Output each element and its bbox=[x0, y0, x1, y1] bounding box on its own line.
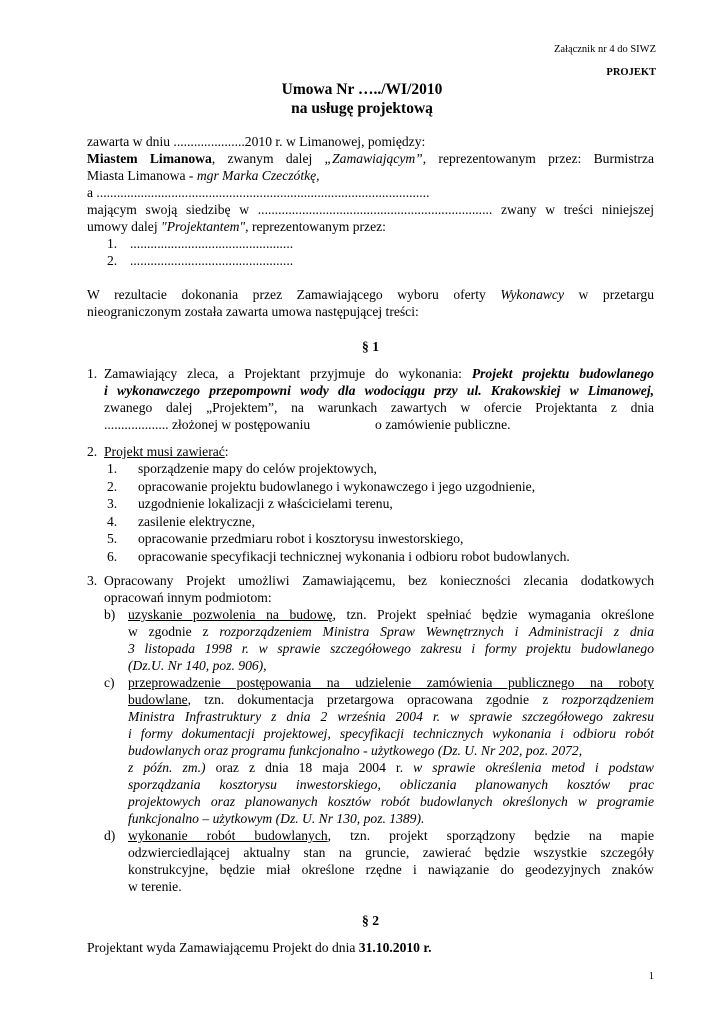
list-item-number: 1. bbox=[107, 461, 118, 476]
item-d-line2: odzwierciedlającej aktualny stan na gruncie, zawierać będzie wszystkie szczegóły bbox=[128, 845, 654, 860]
list-item-number: 6. bbox=[107, 549, 118, 564]
list-item: uzgodnienie lokalizacji z właścicielami terenu, bbox=[138, 496, 393, 512]
list-item-number: 3. bbox=[107, 496, 118, 512]
s1-p1-line2: i wykonawczego przepompowni wody dla wodociągu przy ul. Krakowskiej w Limanowej, bbox=[104, 383, 654, 398]
s1-p3-line2: opracowań innym podmiotom: bbox=[104, 590, 272, 605]
item-d-line4: w terenie. bbox=[128, 879, 182, 894]
s1-p1-line1: Zamawiający zleca, a Projektant przyjmuje do wykonania: Projekt projektu budowlanego bbox=[104, 366, 654, 381]
s1-p3-line1: Opracowany Projekt umożliwi Zamawiającemu, bez konieczności zlecania dodatkowych bbox=[104, 573, 654, 588]
section2-heading: § 2 bbox=[362, 913, 379, 928]
page-number: 1 bbox=[648, 971, 654, 982]
list-item: sporządzenie mapy do celów projektowych, bbox=[138, 461, 377, 476]
s1-p1-line3: zwanego dalej „Projektem”, na warunkach zawartych w ofercie Projektanta z dnia bbox=[104, 400, 654, 415]
item-c-line4: i formy dokumentacji projektowej, specyfikacji technicznych wykonania i odbioru robót bbox=[128, 726, 654, 741]
party1-line: Miastem Limanowa, zwanym dalej „Zamawiającym”, reprezentowanym przez: Burmistrza bbox=[87, 151, 654, 166]
item-d-line1: wykonanie robót budowlanych, tzn. projekt sporządzony będzie na mapie bbox=[128, 828, 654, 843]
section2-text: Projektant wyda Zamawiającemu Projekt do dnia 31.10.2010 r. bbox=[87, 940, 432, 955]
party1-representative: Miasta Limanowa - mgr Marka Czeczótkę, bbox=[87, 168, 320, 183]
party2-line: a .................................................................................................. bbox=[87, 185, 430, 200]
s1-p1-num: 1. bbox=[87, 366, 98, 381]
result-line1: W rezultacie dokonania przez Zamawiającego wyboru oferty Wykonawcy w przetargu bbox=[87, 287, 654, 302]
project-label: PROJEKT bbox=[606, 67, 656, 78]
contract-subtitle: na usługę projektową bbox=[291, 100, 433, 117]
party2-designation: umowy dalej "Projektantem", reprezentowanym przez: bbox=[87, 219, 386, 234]
item-c-line9: funkcjonalno – użytkowym (Dz. U. Nr 130, poz. 1389). bbox=[128, 811, 425, 826]
concluded-line: zawarta w dniu .....................2010 r. w Limanowej, pomiędzy: bbox=[87, 134, 426, 149]
list-item: opracowanie specyfikacji technicznej wykonania i odbioru robot budowlanych. bbox=[138, 549, 570, 564]
rep2-num: 2. bbox=[107, 253, 118, 268]
list-item: opracowanie projektu budowlanego i wykonawczego i jego uzgodnienie, bbox=[138, 478, 536, 494]
item-c-line7: sporządzania kosztorysu inwestorskiego, obliczania planowanych kosztów prac bbox=[128, 777, 654, 792]
list-item-number: 5. bbox=[107, 531, 118, 547]
item-c-line3: Ministra Infrastruktury z dnia 2 września 2004 r. w sprawie szczegółowego zakresu bbox=[128, 709, 654, 724]
list-item: zasilenie elektryczne, bbox=[138, 513, 255, 529]
item-c-line2: budowlane, tzn. dokumentacja przetargowa opracowana zgodnie z rozporządzeniem bbox=[128, 692, 654, 707]
item-b-line4: (Dz.U. Nr 140, poz. 906), bbox=[128, 658, 267, 673]
rep1-num: 1. bbox=[107, 236, 118, 251]
item-b-line3: 3 listopada 1998 r. w sprawie szczegółowego zakresu i formy projektu budowlanego bbox=[128, 641, 654, 656]
party1-name: Miastem Limanowa bbox=[87, 151, 212, 166]
party2-seat-line: mającym swoją siedzibę w ..................................................................... zwany w treści niniejszej bbox=[87, 202, 654, 217]
s1-p1-line4a: ................... złożonej w postępowaniu bbox=[104, 417, 311, 432]
item-c-line8: projektowych oraz planowanych kosztów robót budowlanych określonych w programie bbox=[128, 794, 654, 809]
item-b-line2: w zgodnie z rozporządzeniem Ministra Spraw Wewnętrznych i Administracji z dnia bbox=[128, 624, 655, 639]
item-c-letter: c) bbox=[104, 675, 115, 690]
item-c-line6: z późn. zm.) oraz z dnia 18 maja 2004 r. w sprawie określenia metod i podstaw bbox=[128, 760, 654, 775]
s1-p3-num: 3. bbox=[87, 573, 98, 588]
s1-p2-heading: Projekt musi zawierać: bbox=[104, 444, 229, 459]
rep2-dots: ................................................ bbox=[130, 253, 294, 268]
contract-title: Umowa Nr …../WI/2010 bbox=[281, 81, 443, 98]
s1-p1-line4b: o zamówienie publiczne. bbox=[375, 417, 511, 432]
item-b-line1: uzyskanie pozwolenia na budowę, tzn. Projekt spełniać będzie wymagania określone bbox=[128, 607, 654, 622]
s1-p2-num: 2. bbox=[87, 444, 98, 459]
annex-label: Załącznik nr 4 do SIWZ bbox=[553, 44, 656, 55]
item-c-line1: przeprowadzenie postępowania na udzielenie zamówienia publicznego na roboty bbox=[128, 675, 654, 690]
item-b-letter: b) bbox=[104, 607, 116, 622]
list-item: opracowanie przedmiaru robot i kosztorysu inwestorskiego, bbox=[138, 531, 464, 547]
item-c-line5: budowlanych oraz programu funkcjonalno - użytkowego (Dz. U. Nr 202, poz. 2072, bbox=[128, 743, 583, 758]
list-item-number: 4. bbox=[107, 513, 118, 529]
item-d-letter: d) bbox=[104, 828, 116, 843]
section1-heading: § 1 bbox=[362, 339, 379, 354]
item-d-line3: konstrukcyjne, będzie miał określone rzędne i nawiązanie do geodezyjnych znaków bbox=[128, 862, 654, 877]
result-line2: nieograniczonym została zawarta umowa następującej treści: bbox=[87, 304, 419, 319]
rep1-dots: ................................................ bbox=[130, 236, 294, 251]
list-item-number: 2. bbox=[107, 478, 118, 494]
deadline-date: 31.10.2010 r. bbox=[358, 940, 432, 955]
